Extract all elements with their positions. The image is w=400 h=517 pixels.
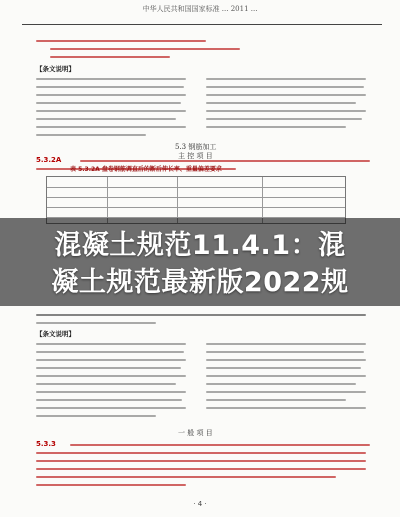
- text-line: [206, 391, 366, 393]
- text-line: [36, 399, 182, 401]
- text-line: [36, 343, 186, 345]
- text-line: [36, 351, 184, 353]
- clause-text-line: [36, 460, 366, 462]
- clause-text-line: [36, 452, 366, 454]
- text-line: [206, 359, 366, 361]
- item-check-line: [50, 56, 170, 58]
- text-line: [206, 407, 366, 409]
- text-line: [36, 359, 186, 361]
- clause-id-2: 5.3.3: [36, 440, 56, 448]
- document-header: 中华人民共和国国家标准 ... 2011 ...: [142, 5, 258, 13]
- text-line: [36, 415, 156, 417]
- text-line: [36, 118, 176, 120]
- text-line: [206, 86, 364, 88]
- text-line: [206, 399, 346, 401]
- text-line: [36, 86, 184, 88]
- clause-text-line: [80, 160, 370, 162]
- item-heading-line: [36, 40, 206, 42]
- note-label-1: 【条文说明】: [36, 65, 75, 73]
- text-line: [36, 78, 186, 80]
- text-line: [36, 102, 181, 104]
- banner-title-line-2: 凝土规范最新版2022规: [51, 267, 349, 298]
- text-line: [206, 110, 366, 112]
- table-row: [47, 187, 345, 188]
- text-line: [36, 110, 186, 112]
- table-col: [177, 177, 178, 223]
- text-line: [206, 78, 366, 80]
- text-line: [36, 367, 181, 369]
- text-line: [206, 102, 356, 104]
- clause-text-line: [36, 476, 336, 478]
- general-items-title: 一 般 项 目: [178, 429, 213, 437]
- text-line: [206, 343, 366, 345]
- page-number: · 4 ·: [193, 500, 207, 508]
- table-caption: 表 5.3.2A 盘卷钢筋调直后的断后伸长率、重量偏差要求: [70, 166, 222, 173]
- section-title: 5.3 钢筋加工: [175, 143, 217, 151]
- table-col: [107, 177, 108, 223]
- text-line: [206, 383, 356, 385]
- banner-title-line-1: 混凝土规范11.4.1：混: [54, 230, 346, 261]
- requirements-table: [46, 176, 346, 224]
- subsection-title: 主 控 项 目: [178, 152, 213, 160]
- item-method-line: [50, 48, 240, 50]
- clause-text-line: [36, 468, 366, 470]
- table-row: [47, 207, 345, 208]
- text-line: [206, 118, 362, 120]
- table-row: [47, 197, 345, 198]
- text-line: [206, 351, 364, 353]
- table-col: [262, 177, 263, 223]
- text-line: [36, 391, 186, 393]
- text-line: [206, 94, 366, 96]
- text-line: [206, 126, 346, 128]
- header-rule: [22, 24, 382, 25]
- text-line: [36, 134, 146, 136]
- text-line: [36, 126, 186, 128]
- note-label-2: 【条文说明】: [36, 330, 75, 338]
- clause-text-line: [36, 484, 186, 486]
- text-line: [36, 407, 186, 409]
- text-line: [36, 94, 186, 96]
- text-line: [36, 375, 186, 377]
- text-line: [206, 375, 366, 377]
- text-line: [36, 322, 156, 324]
- clause-text-line: [70, 444, 370, 446]
- text-line: [36, 383, 176, 385]
- text-line: [36, 314, 366, 316]
- text-line: [206, 367, 361, 369]
- clause-id: 5.3.2A: [36, 156, 62, 164]
